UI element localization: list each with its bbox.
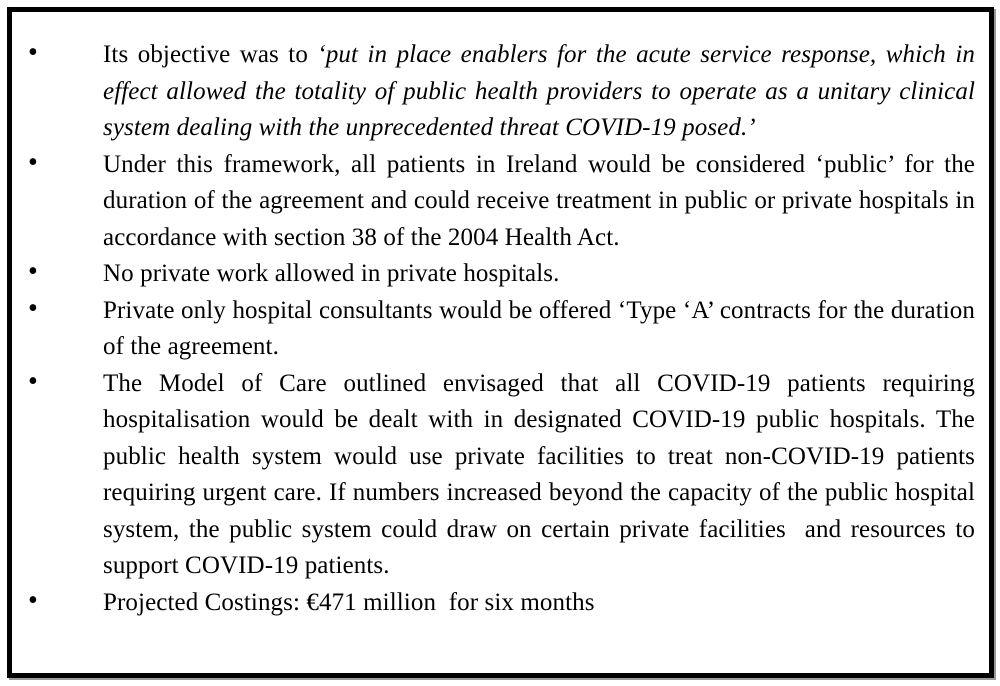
bullet-item-projected-costings [12, 585, 975, 622]
bullet-text [103, 41, 981, 141]
bullet-icon: • [28, 292, 38, 324]
bullet-icon: • [28, 584, 38, 616]
bullet-icon: • [28, 37, 38, 68]
bullet-text-roman: Its objective was to [103, 41, 318, 68]
bulleted-text-box [7, 7, 994, 678]
bullet-item-no-private-work [12, 256, 975, 293]
bullet-item-objective [12, 37, 982, 147]
bullet-icon: • [28, 146, 38, 178]
bullet-text: No private work allowed in private hospitals. [103, 260, 560, 287]
bullet-text: The Model of Care outlined envisaged that all COVID-19 patients requiring hospitalisation would be dealt with in designated COVID-19 public hospitals. The public health system would use private facilities to treat non-COVID-19 patients requiring urgent care. If numbers increased beyond the capacity of the public hospital system, the public system could draw on certain private facilities and resources to support COVID-19 patients. [103, 369, 982, 579]
bullet-list [12, 12, 989, 621]
bullet-icon: • [28, 365, 38, 397]
bullet-text-italic-quote: ‘put in place enablers for the acute service response, which in effect allowed the totality of public health providers to operate as a unitary clinical system dealing with the unprecedented threat COVID-19 posed.’ [103, 41, 982, 141]
bullet-text: Under this framework, all patients in Ireland would be considered ‘public’ for the duration of the agreement and could receive treatment in public or private hospitals in accordance with section 38 of the 2004 Health Act. [103, 150, 982, 251]
bullet-item-model-of-care [12, 365, 982, 585]
bullet-item-framework [12, 146, 982, 257]
bullet-item-consultants [12, 292, 982, 366]
bullet-text: Projected Costings: €471 million for six months [103, 588, 595, 616]
bullet-icon: • [28, 256, 38, 287]
bullet-text: Private only hospital consultants would be offered ‘Type ‘A’ contracts for the duration of the agreement. [103, 296, 982, 360]
